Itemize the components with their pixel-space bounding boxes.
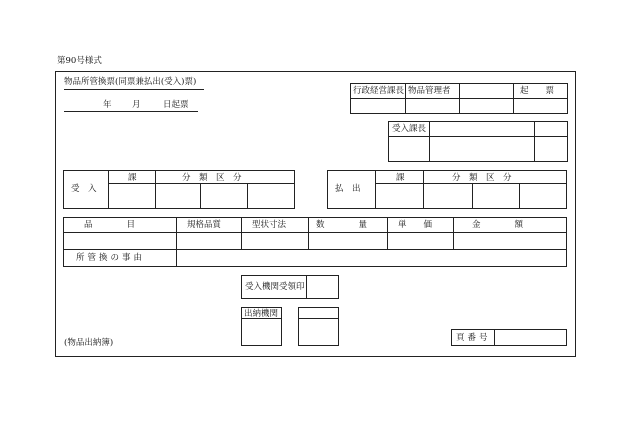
item-header-shape: 型状寸法	[252, 220, 287, 230]
receive-block	[63, 170, 295, 209]
date-year-label: 年	[103, 100, 112, 110]
item-header-unit-price: 単 価	[398, 220, 433, 230]
item-header-amount: 金 額	[472, 220, 524, 230]
item-header-spec: 規格品質	[187, 220, 222, 230]
transfer-reason-label: 所管換の事由	[76, 253, 146, 263]
payout-classification-header: 分 類 区 分	[452, 173, 512, 183]
payout-section-header: 課	[396, 173, 405, 183]
form-number: 第90号様式	[57, 56, 102, 66]
approval-header-admin-chief: 行政経営課長	[353, 86, 405, 96]
disbursing-seal-box	[298, 307, 339, 346]
ledger-note: (物品出納簿)	[64, 338, 114, 348]
date-month-label: 月	[132, 100, 141, 110]
item-header-item: 品 目	[84, 220, 136, 230]
receive-section-header: 課	[128, 173, 137, 183]
receiving-agency-seal-label: 受入機関受領印	[245, 282, 305, 292]
receive-classification-header: 分 類 区 分	[182, 173, 242, 183]
disbursing-agency-label: 出納機関	[244, 309, 279, 319]
date-underline	[64, 111, 198, 112]
page-number-label: 頁番号	[456, 333, 491, 343]
receiving-chief-label: 受入課長	[392, 124, 427, 134]
payout-label: 払 出	[335, 184, 361, 194]
payout-block	[327, 170, 567, 209]
approval-header-property-manager: 物品管理者	[408, 86, 451, 96]
receive-label: 受 入	[71, 184, 97, 194]
title-underline	[64, 89, 204, 90]
item-header-quantity: 数 量	[316, 220, 368, 230]
form-title: 物品所管換票(同票兼払出(受入)票)	[64, 77, 197, 87]
date-day-label: 日起票	[163, 100, 189, 110]
approval-header-drafter: 起 票	[520, 86, 555, 96]
